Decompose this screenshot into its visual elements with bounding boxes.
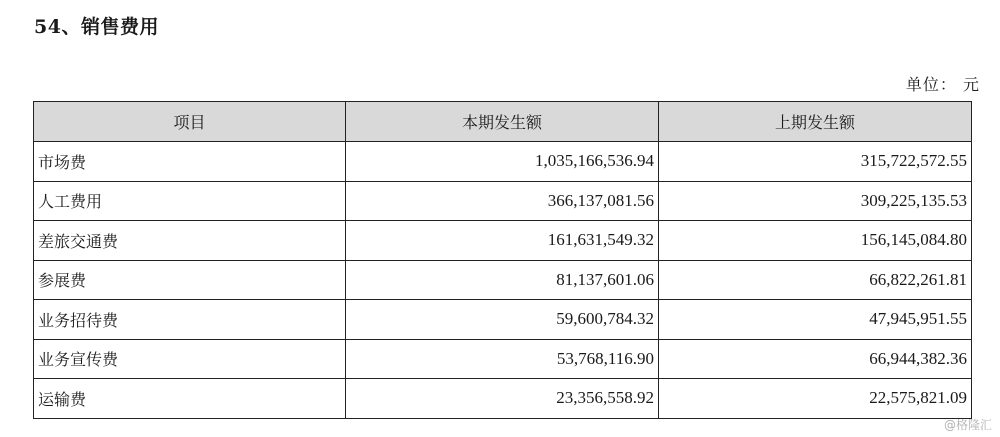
row-current: 53,768,116.90	[346, 339, 659, 379]
section-title: 54、销售费用	[34, 16, 159, 38]
header-current-period: 本期发生额	[346, 102, 659, 142]
row-previous: 22,575,821.09	[659, 379, 972, 419]
table-row	[34, 260, 972, 300]
table-row	[34, 181, 972, 221]
row-item: 市场费	[34, 142, 346, 182]
row-previous: 309,225,135.53	[659, 181, 972, 221]
row-current: 59,600,784.32	[346, 300, 659, 340]
unit-label: 单位： 元	[905, 75, 980, 94]
table-row	[34, 300, 972, 340]
row-item: 参展费	[34, 260, 346, 300]
row-previous: 66,944,382.36	[659, 339, 972, 379]
header-previous-period: 上期发生额	[659, 102, 972, 142]
row-previous: 156,145,084.80	[659, 221, 972, 261]
row-previous: 315,722,572.55	[659, 142, 972, 182]
row-previous: 66,822,261.81	[659, 260, 972, 300]
row-previous: 47,945,951.55	[659, 300, 972, 340]
watermark: @格隆汇	[943, 418, 992, 432]
header-item: 项目	[34, 102, 346, 142]
row-current: 161,631,549.32	[346, 221, 659, 261]
table-row	[34, 379, 972, 419]
row-item: 业务招待费	[34, 300, 346, 340]
table-row	[34, 221, 972, 261]
table-row	[34, 142, 972, 182]
row-item: 运输费	[34, 379, 346, 419]
row-item: 差旅交通费	[34, 221, 346, 261]
row-item: 人工费用	[34, 181, 346, 221]
row-current: 23,356,558.92	[346, 379, 659, 419]
table-header-row	[34, 102, 972, 142]
row-item: 业务宣传费	[34, 339, 346, 379]
row-current: 1,035,166,536.94	[346, 142, 659, 182]
expense-table	[33, 101, 972, 419]
table-row	[34, 339, 972, 379]
row-current: 366,137,081.56	[346, 181, 659, 221]
row-current: 81,137,601.06	[346, 260, 659, 300]
